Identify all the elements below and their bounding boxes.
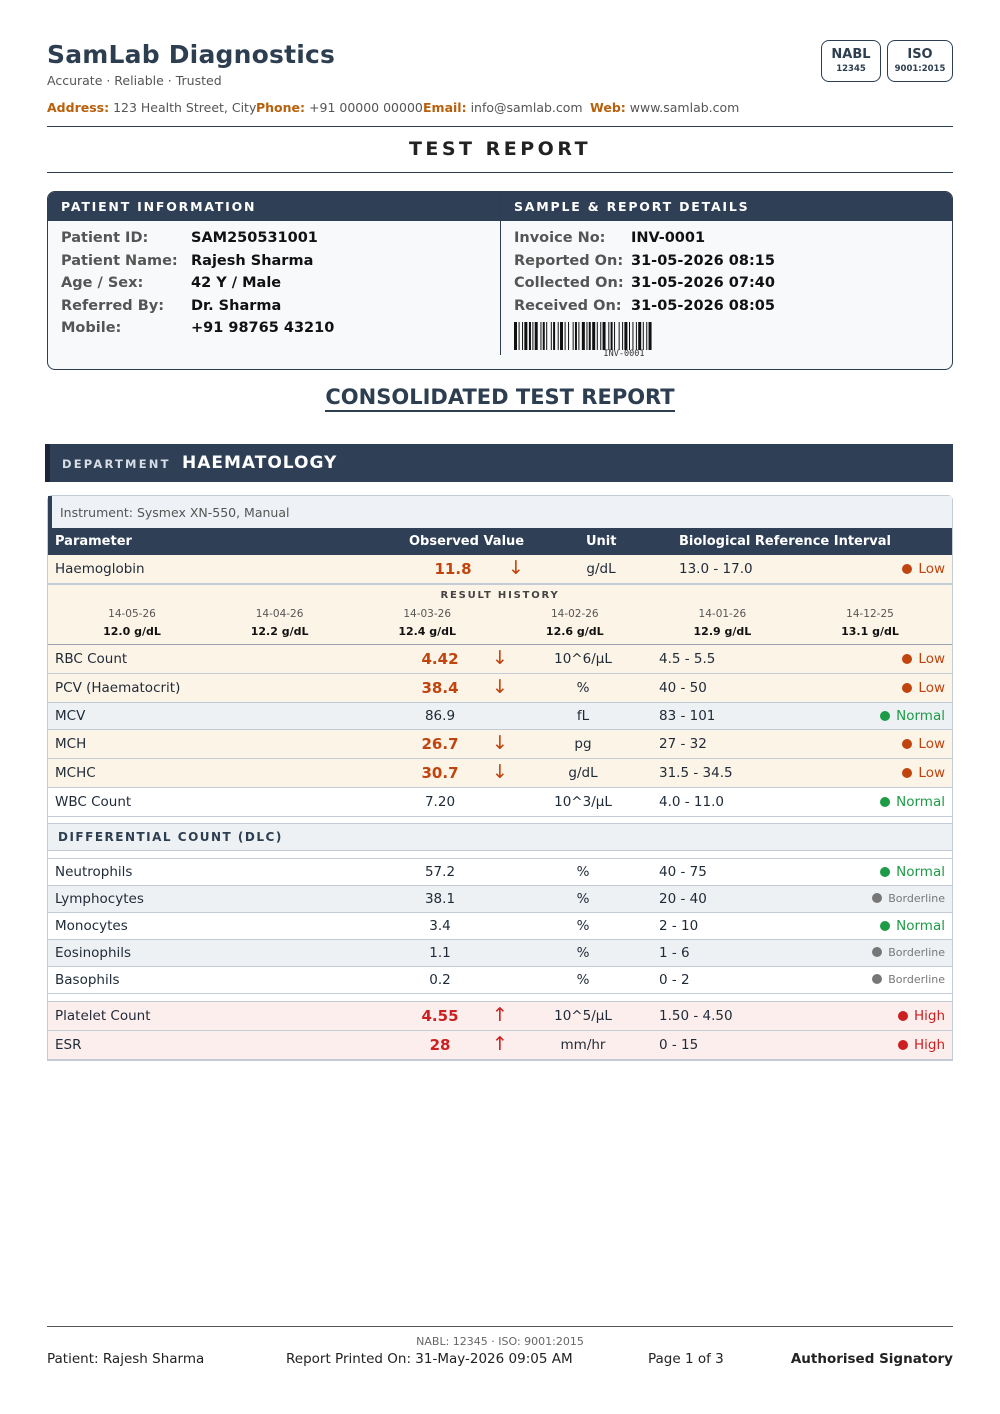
unit: pg xyxy=(574,736,592,752)
barcode-bar xyxy=(524,322,527,350)
parameter-name: Neutrophils xyxy=(55,864,133,880)
barcode-bar xyxy=(519,322,520,350)
patient-field xyxy=(61,230,461,250)
history-value: 13.1 g/dL xyxy=(841,625,899,638)
table-row xyxy=(48,703,952,730)
history-value: 12.0 g/dL xyxy=(103,625,161,638)
barcode-bar xyxy=(611,322,613,350)
field-label: Collected On: xyxy=(514,275,624,291)
table-row xyxy=(48,859,952,886)
barcode-bar xyxy=(551,322,552,350)
observed-value: 3.4 xyxy=(429,918,451,934)
barcode-bar xyxy=(636,322,637,350)
barcode-bar xyxy=(568,322,569,350)
contact-phone: Phone: +91 00000 00000 xyxy=(256,100,423,115)
parameter-name: Haemoglobin xyxy=(55,561,145,577)
contact-address: Address: 123 Health Street, City xyxy=(47,100,257,115)
sample-details-heading: SAMPLE & REPORT DETAILS xyxy=(514,199,750,214)
field-value: SAM250531001 xyxy=(191,230,318,246)
table-row xyxy=(48,886,952,913)
barcode-bar xyxy=(558,322,559,350)
barcode-bar xyxy=(535,322,538,350)
history-date: 14-12-25 xyxy=(846,608,894,620)
department-bar xyxy=(45,444,953,482)
patient-field xyxy=(61,253,461,273)
barcode-bar xyxy=(560,322,563,350)
table-body xyxy=(48,555,952,1060)
field-value: +91 98765 43210 xyxy=(191,320,335,336)
result-history-title: RESULT HISTORY xyxy=(440,590,560,601)
barcode-bar xyxy=(575,322,577,350)
table-row xyxy=(48,759,952,788)
unit: % xyxy=(576,918,590,934)
unit: 10^5/µL xyxy=(554,1008,612,1024)
history-date: 14-03-26 xyxy=(403,608,452,620)
table-row xyxy=(48,555,952,584)
parameter-name: Monocytes xyxy=(55,918,128,934)
barcode-bar xyxy=(582,322,585,350)
table-row xyxy=(48,967,952,994)
reference-interval: 1.50 - 4.50 xyxy=(659,1008,733,1024)
accreditation-badges xyxy=(821,40,953,82)
table-header xyxy=(48,528,952,555)
status-badge: Normal xyxy=(880,708,945,724)
field-value: Rajesh Sharma xyxy=(191,252,314,269)
reference-interval: 4.5 - 5.5 xyxy=(659,651,716,667)
unit: % xyxy=(576,891,590,907)
unit: % xyxy=(576,945,590,961)
barcode-bar xyxy=(546,322,547,350)
status-dot xyxy=(880,797,890,807)
unit: g/dL xyxy=(586,561,616,577)
observed-value: 57.2 xyxy=(424,864,456,880)
observed-value: 26.7 xyxy=(421,735,459,753)
field-value: 31-05-2026 08:05 xyxy=(631,297,775,314)
barcode-bar xyxy=(522,322,523,350)
observed-value: 38.4 xyxy=(421,679,459,697)
arrow-up-icon: ↑ xyxy=(492,1033,508,1055)
barcode-bar xyxy=(614,322,615,350)
parameter-name: Lymphocytes xyxy=(55,891,144,907)
sample-field xyxy=(514,275,914,295)
field-label: Patient Name: xyxy=(61,252,178,269)
reference-interval: 31.5 - 34.5 xyxy=(659,765,733,781)
patient-field xyxy=(61,320,461,340)
patient-field xyxy=(61,275,461,295)
results-table xyxy=(47,495,953,1061)
unit: % xyxy=(576,680,590,696)
barcode-bar xyxy=(643,322,644,350)
barcode-bar xyxy=(573,322,574,350)
lab-header xyxy=(47,40,953,115)
field-label: Received On: xyxy=(514,297,622,314)
unit: % xyxy=(576,972,590,988)
barcode-bar xyxy=(586,322,587,350)
parameter-name: ESR xyxy=(55,1037,82,1053)
dlc-title: DIFFERENTIAL COUNT (DLC) xyxy=(58,830,283,844)
history-date: 14-01-26 xyxy=(698,608,747,620)
sample-field xyxy=(514,253,914,273)
status-badge: Normal xyxy=(880,918,945,934)
status-badge: High xyxy=(898,1008,945,1024)
field-value: Dr. Sharma xyxy=(191,297,282,314)
status-dot xyxy=(898,1011,908,1021)
observed-value: 7.20 xyxy=(424,794,456,810)
barcode-bar xyxy=(532,322,533,350)
status-badge: Low xyxy=(902,651,945,667)
unit: mm/hr xyxy=(560,1037,606,1053)
status-dot xyxy=(902,768,912,778)
field-label: Reported On: xyxy=(514,252,624,269)
table-row xyxy=(48,788,952,817)
divider xyxy=(47,172,953,173)
reference-interval: 2 - 10 xyxy=(659,918,699,934)
sample-field xyxy=(514,230,914,250)
table-row xyxy=(48,913,952,940)
barcode-bar xyxy=(632,322,633,350)
invoice-barcode xyxy=(514,322,734,350)
observed-value: 86.9 xyxy=(424,708,456,724)
observed-value: 11.8 xyxy=(434,560,472,578)
barcode-caption: INV-0001 xyxy=(603,349,645,359)
info-panel-divider xyxy=(500,192,501,355)
table-row xyxy=(48,1002,952,1031)
observed-value: 0.2 xyxy=(429,972,451,988)
status-dot xyxy=(880,711,890,721)
arrow-down-icon: ↓ xyxy=(492,647,508,669)
reference-interval: 1 - 6 xyxy=(659,945,690,961)
field-label: Patient ID: xyxy=(61,230,149,246)
col-interval: Biological Reference Interval xyxy=(679,534,891,549)
unit: % xyxy=(576,864,590,880)
field-label: Mobile: xyxy=(61,320,122,336)
field-label: Referred By: xyxy=(61,297,165,314)
barcode-bar xyxy=(638,322,641,350)
barcode-bar xyxy=(600,322,601,350)
field-value: 31-05-2026 07:40 xyxy=(631,275,775,291)
observed-value: 4.55 xyxy=(421,1007,459,1025)
divider xyxy=(47,126,953,127)
status-dot xyxy=(902,683,912,693)
sample-field xyxy=(514,298,914,318)
contact-web: Web: www.samlab.com xyxy=(590,100,740,115)
barcode-bar xyxy=(529,322,531,350)
reference-interval: 40 - 75 xyxy=(659,864,707,880)
status-dot xyxy=(872,893,882,903)
arrow-down-icon: ↓ xyxy=(508,557,524,579)
dlc-header xyxy=(48,823,952,851)
barcode-bar xyxy=(629,322,630,350)
barcode-bar xyxy=(624,322,627,350)
unit: g/dL xyxy=(568,765,598,781)
reference-interval: 27 - 32 xyxy=(659,736,707,752)
status-dot xyxy=(880,921,890,931)
status-dot xyxy=(872,974,882,984)
barcode-bar xyxy=(622,322,623,350)
col-unit: Unit xyxy=(586,534,617,549)
status-dot xyxy=(902,739,912,749)
status-badge: Low xyxy=(902,680,945,696)
dlc-section xyxy=(48,817,952,859)
iso-badge: ISO 9001:2015 xyxy=(887,40,953,82)
field-value: INV-0001 xyxy=(631,230,706,246)
table-row xyxy=(48,674,952,703)
status-badge: Low xyxy=(902,736,945,752)
unit: 10^3/µL xyxy=(554,794,612,810)
history-value: 12.2 g/dL xyxy=(250,625,309,638)
field-label: Invoice No: xyxy=(514,230,606,246)
arrow-down-icon: ↓ xyxy=(492,732,508,754)
contact-email: Email: info@samlab.com xyxy=(423,100,583,115)
barcode-bar xyxy=(603,322,606,350)
field-value: 42 Y / Male xyxy=(191,275,282,291)
parameter-name: WBC Count xyxy=(55,794,132,810)
barcode-bar xyxy=(649,322,652,350)
history-date: 14-05-26 xyxy=(108,608,156,620)
parameter-name: MCHC xyxy=(55,765,96,781)
field-label: Age / Sex: xyxy=(61,275,144,291)
status-dot xyxy=(898,1040,908,1050)
barcode-bar xyxy=(592,322,595,350)
reference-interval: 0 - 15 xyxy=(659,1037,699,1053)
parameter-name: RBC Count xyxy=(55,651,128,667)
footer-patient: Patient: Rajesh Sharma xyxy=(47,1351,205,1367)
status-dot xyxy=(880,867,890,877)
status-badge: Borderline xyxy=(872,892,945,905)
status-badge: High xyxy=(898,1037,945,1053)
reference-interval: 13.0 - 17.0 xyxy=(679,561,753,577)
reference-interval: 83 - 101 xyxy=(659,708,716,724)
status-dot xyxy=(902,564,912,574)
footer-page: Page 1 of 3 xyxy=(648,1351,724,1367)
reference-interval: 20 - 40 xyxy=(659,891,707,907)
field-value: 31-05-2026 08:15 xyxy=(631,252,775,269)
history-value: 12.4 g/dL xyxy=(398,625,457,638)
barcode-bar xyxy=(619,322,620,350)
status-badge: Borderline xyxy=(872,946,945,959)
barcode-bar xyxy=(597,322,598,350)
barcode-bar xyxy=(540,322,541,350)
lab-tagline: Accurate · Reliable · Trusted xyxy=(47,73,222,88)
department-label: DEPARTMENT xyxy=(62,457,171,471)
status-badge: Normal xyxy=(880,864,945,880)
info-panel xyxy=(47,191,953,370)
col-parameter: Parameter xyxy=(55,534,132,549)
status-dot xyxy=(902,654,912,664)
observed-value: 38.1 xyxy=(424,891,456,907)
barcode-bar xyxy=(646,322,647,350)
department-name: HAEMATOLOGY xyxy=(182,453,338,473)
history-value: 12.6 g/dL xyxy=(545,625,604,638)
parameter-name: MCH xyxy=(55,736,87,752)
barcode-bar xyxy=(578,322,579,350)
patient-field xyxy=(61,298,461,318)
reference-interval: 40 - 50 xyxy=(659,680,707,696)
barcode-bar xyxy=(608,322,609,350)
status-badge: Low xyxy=(902,765,945,781)
barcode-bar xyxy=(514,322,517,350)
arrow-up-icon: ↑ xyxy=(492,1004,508,1026)
barcode-bar xyxy=(589,322,591,350)
barcode-bar xyxy=(565,322,566,350)
barcode-bar xyxy=(543,322,545,350)
footer-divider xyxy=(47,1326,953,1327)
observed-value: 30.7 xyxy=(421,764,459,782)
status-badge: Low xyxy=(902,561,945,577)
parameter-name: MCV xyxy=(55,708,86,724)
reference-interval: 0 - 2 xyxy=(659,972,690,988)
arrow-down-icon: ↓ xyxy=(492,761,508,783)
instrument-note: Instrument: Sysmex XN-550, Manual xyxy=(48,496,952,528)
nabl-badge: NABL 12345 xyxy=(821,40,881,82)
history-date: 14-02-26 xyxy=(550,608,599,620)
observed-value: 1.1 xyxy=(429,945,451,961)
table-row xyxy=(48,1031,952,1060)
patient-info-heading: PATIENT INFORMATION xyxy=(61,199,257,214)
footer-signatory: Authorised Signatory xyxy=(790,1351,953,1367)
consolidated-title: CONSOLIDATED TEST REPORT xyxy=(47,385,953,409)
arrow-down-icon: ↓ xyxy=(492,676,508,698)
footer-accreditation: NABL: 12345 · ISO: 9001:2015 xyxy=(416,1335,584,1348)
observed-value: 4.42 xyxy=(421,650,459,668)
parameter-name: Basophils xyxy=(55,972,120,988)
parameter-name: Platelet Count xyxy=(55,1008,151,1024)
unit: fL xyxy=(576,708,590,724)
report-title: TEST REPORT xyxy=(408,138,592,160)
barcode-bar xyxy=(553,322,555,350)
history-value: 12.9 g/dL xyxy=(693,625,752,638)
table-row xyxy=(48,645,952,674)
table-row xyxy=(48,940,952,967)
table-row xyxy=(48,730,952,759)
footer-printed: Report Printed On: 31-May-2026 09:05 AM xyxy=(286,1351,573,1367)
status-badge: Borderline xyxy=(872,973,945,986)
lab-name: SamLab Diagnostics xyxy=(47,40,336,69)
result-history xyxy=(48,584,952,645)
status-dot xyxy=(872,947,882,957)
history-date: 14-04-26 xyxy=(255,608,304,620)
unit: 10^6/µL xyxy=(554,651,612,667)
observed-value: 28 xyxy=(429,1036,451,1054)
col-observed: Observed Value xyxy=(409,534,525,549)
reference-interval: 4.0 - 11.0 xyxy=(659,794,724,810)
parameter-name: PCV (Haematocrit) xyxy=(55,680,181,696)
parameter-name: Eosinophils xyxy=(55,945,132,961)
status-badge: Normal xyxy=(880,794,945,810)
section-spacer xyxy=(48,994,952,1002)
